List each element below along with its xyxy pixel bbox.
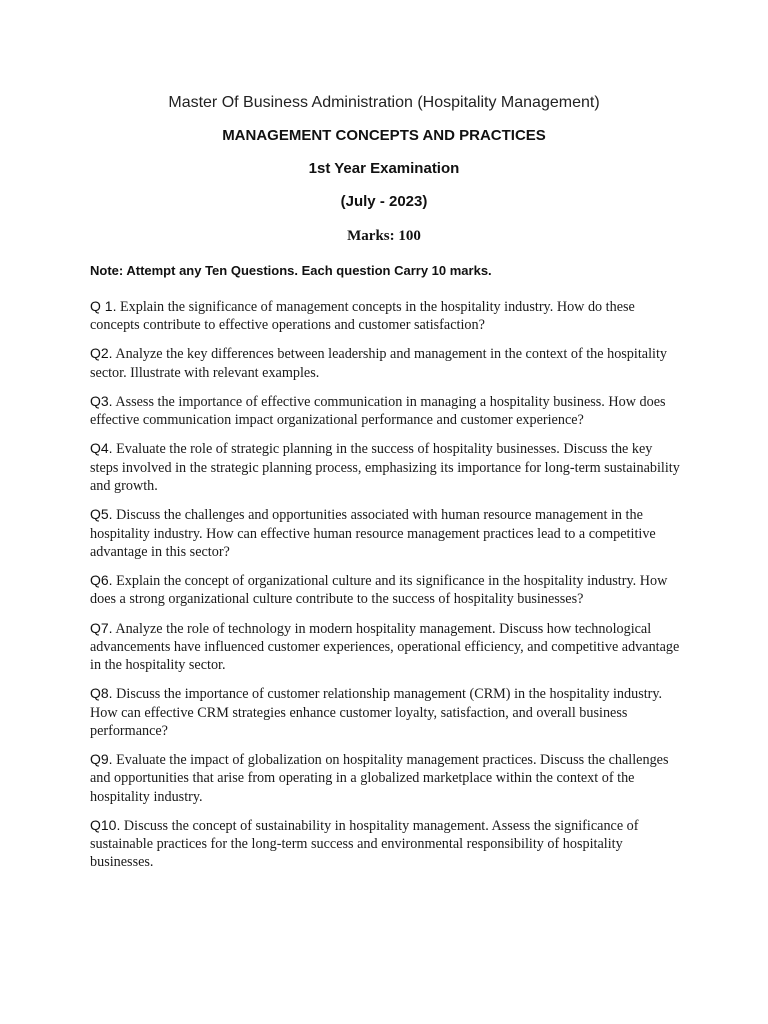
question-text: Discuss the concept of sustainability in hospitality management. Assess the significance of sustainable practices for the long-term success and environmental responsibility of hospitality businesses. xyxy=(90,817,639,871)
question-item xyxy=(90,619,682,675)
question-number: Q2. xyxy=(90,345,113,362)
question-item xyxy=(90,439,682,495)
program-title: Master Of Business Administration (Hospitality Management) xyxy=(168,94,600,111)
question-item xyxy=(90,297,682,335)
question-number: Q4. xyxy=(90,440,113,457)
question-number: Q9. xyxy=(90,751,113,768)
question-text: Assess the importance of effective communication in managing a hospitality business. How does effective communication impact organizational performance and customer experience? xyxy=(90,393,666,429)
question-item xyxy=(90,392,682,430)
question-text: Explain the significance of management concepts in the hospitality industry. How do these concepts contribute to effective operations and customer satisfaction? xyxy=(90,299,635,334)
exam-title: 1st Year Examination xyxy=(308,160,460,177)
question-item xyxy=(90,750,682,806)
subject-title: MANAGEMENT CONCEPTS AND PRACTICES xyxy=(222,127,546,144)
exam-date: (July - 2023) xyxy=(340,193,428,210)
total-marks: Marks: 100 xyxy=(347,228,421,244)
question-text: Evaluate the impact of globalization on hospitality management practices. Discuss the challenges and opportunities that arise from operating in a globalized marketplace within the context of the hospitality industry. xyxy=(90,752,669,805)
question-number: Q6. xyxy=(90,572,113,589)
question-text: Discuss the challenges and opportunities associated with human resource management in the hospitality industry. How can effective human resource management practices lead to a competitive advantage in this sector? xyxy=(90,507,656,560)
question-item xyxy=(90,344,682,382)
question-number: Q 1. xyxy=(90,298,117,314)
instructions-note: Note: Attempt any Ten Questions. Each question Carry 10 marks. xyxy=(90,263,492,278)
question-text: Analyze the role of technology in modern hospitality management. Discuss how technological advancements have influenced customer experiences, operational efficiency, and competitive advantage in the hospitality sector. xyxy=(90,620,680,674)
question-number: Q5. xyxy=(90,506,113,523)
question-item xyxy=(90,684,682,740)
question-text: Analyze the key differences between leadership and management in the context of the hospitality sector. Illustrate with relevant examples. xyxy=(90,346,668,381)
question-number: Q7. xyxy=(90,619,113,636)
question-text: Discuss the importance of customer relationship management (CRM) in the hospitality industry. How can effective CRM strategies enhance customer loyalty, satisfaction, and overall business performance? xyxy=(90,686,663,739)
question-text: Explain the concept of organizational culture and its significance in the hospitality industry. How does a strong organizational culture contribute to the success of hospitality businesses? xyxy=(90,573,668,608)
question-number: Q10. xyxy=(90,816,121,833)
question-number: Q3. xyxy=(90,392,113,409)
question-number: Q8. xyxy=(90,685,113,702)
question-item xyxy=(90,571,682,609)
question-item xyxy=(90,505,682,561)
question-text: Evaluate the role of strategic planning in the success of hospitality businesses. Discuss the key steps involved in the strategic planning process, emphasizing its importance for long-term sustainability and growth. xyxy=(90,441,680,495)
question-item xyxy=(90,816,682,872)
question-list xyxy=(90,297,682,882)
